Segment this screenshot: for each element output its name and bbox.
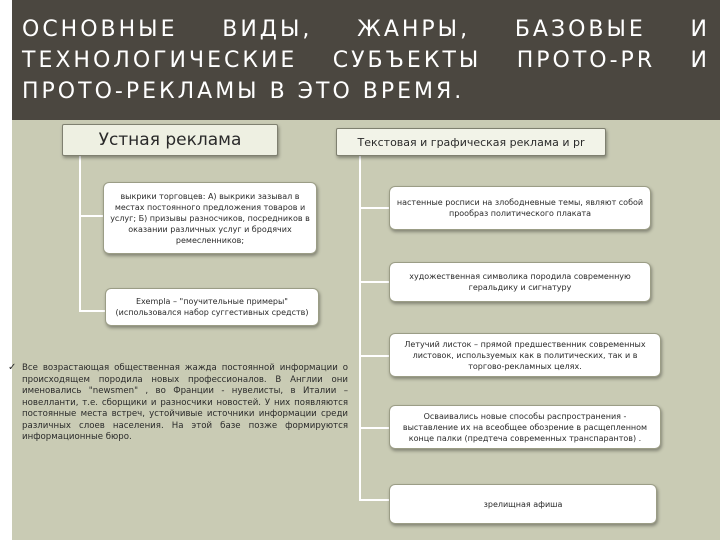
slide-header [12,0,720,120]
right-connector-h1 [359,207,389,209]
right-connector-h5 [359,499,389,501]
left-connector-vertical [79,156,81,312]
text-graphic-advertising-header-label: Текстовая и графическая реклама и pr [357,135,585,149]
wall-paintings-text: настенные росписи на злободневные темы, являют собой прообраз политического плаката [396,198,644,218]
spectacle-poster-text: зрелищная афиша [483,499,563,509]
newsmen-note [8,362,348,444]
merchant-shouts-box [103,182,317,254]
newsmen-note-text: Все возрастающая общественная жажда постоянной информации о происходящем породила новых профессионалов. В Англии они именовались "newsmen" , во Франции - нувелисты, в Италии – новелланти, т.е. сборщики и разносчики новостей. У них появляются постоянные места встреч, устойчивые источники информации среди различных слоев населения. На этой базе позже формируются информационные бюро. [22,363,348,442]
right-connector-h2 [359,281,389,283]
exempla-text: Exempla – "поучительные примеры" (использовался набор суггестивных средств) [115,297,309,317]
exempla-box [105,288,319,326]
oral-advertising-header-label: Устная реклама [98,130,242,150]
flying-leaflet-box [389,333,661,377]
heraldry-text: художественная символика породила современную геральдику и сигнатуру [409,272,631,292]
right-connector-h3 [359,355,389,357]
text-graphic-advertising-header [336,128,606,156]
oral-advertising-header [62,124,278,156]
slide-title: ОСНОВНЫЕ ВИДЫ, ЖАНРЫ, БАЗОВЫЕ И ТЕХНОЛОГИЧЕСКИЕ СУБЪЕКТЫ ПРОТО-PR И ПРОТО-РЕКЛАМЫ В ЭТО ВРЕМЯ. [22,17,710,104]
spectacle-poster-box [389,484,657,524]
left-connector-h1 [79,215,103,217]
distribution-methods-box [389,405,661,449]
right-connector-h4 [359,427,389,429]
left-connector-h2 [79,310,105,312]
flying-leaflet-text: Летучий листок – прямой предшественник современных листовок, используемых как в политических, так и в торгово-рекламных целях. [404,339,646,371]
wall-paintings-box [389,186,651,230]
heraldry-box [389,262,651,302]
distribution-methods-text: Осваивались новые способы распространения - выставление их на всеобщее обозрение в расщепленном конце палки (предтеча современных транспарантов) . [402,411,648,443]
merchant-shouts-text: выкрики торговцев: А) выкрики зазывал в местах постоянного предложения товаров и услуг; Б) призывы разносчиков, посредников в оказании различных услуг и бродячих ремесленников; [110,191,310,245]
checkmark-icon: ✓ [8,362,17,373]
